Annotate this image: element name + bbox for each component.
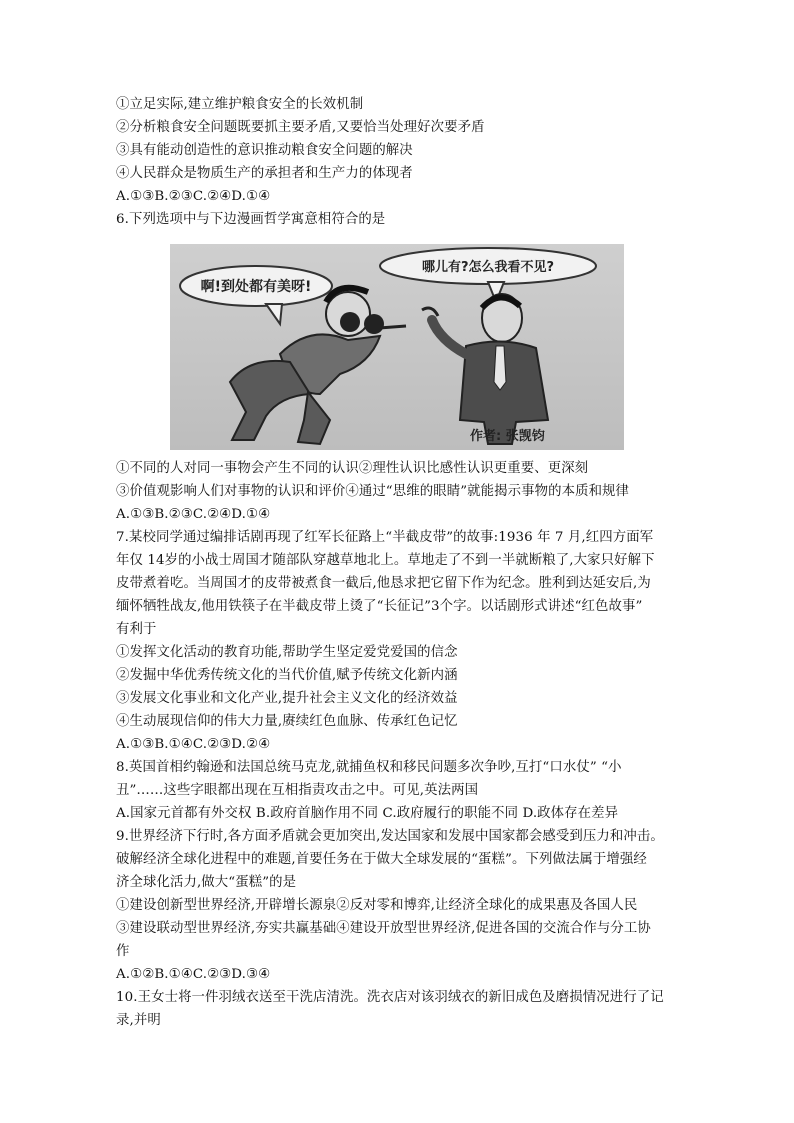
q6-answers: A.①③B.②③C.②④D.①④ <box>116 507 271 522</box>
left-bubble-text: 啊!到处都有美呀! <box>200 279 312 295</box>
q9-option-line-1: ①建设创新型世界经济,开辟增长源泉②反对零和博弈,让经济全球化的成果惠及各国人民 <box>116 898 638 913</box>
q8-answers: A.国家元首都有外交权 B.政府首脑作用不同 C.政府履行的职能不同 D.政体存在差异 <box>116 806 619 821</box>
q9-option-line-2: ③建设联动型世界经济,夯实共赢基础④建设开放型世界经济,促进各国的交流合作与分工协 <box>116 921 651 936</box>
q5-answers: A.①③B.②③C.②④D.①④ <box>116 189 271 204</box>
left-figure-illustration <box>230 288 406 444</box>
q9-stem-line-1: 9.世界经济下行时,各方面矛盾就会更加突出,发达国家和发展中国家都会感受到压力和冲击。 <box>116 829 664 844</box>
philosophy-cartoon <box>170 244 624 450</box>
right-bubble-text: 哪儿有?怎么我看不见? <box>421 260 555 275</box>
q8-stem-line-1: 8.英国首相约翰逊和法国总统马克龙,就捕鱼权和移民问题多次争吵,互打“口水仗” “小 <box>116 760 622 775</box>
q6-options-line-1: ①不同的人对同一事物会产生不同的认识②理性认识比感性认识更重要、更深刻 <box>116 461 589 476</box>
q7-option-2: ②发掘中华优秀传统文化的当代价值,赋予传统文化新内涵 <box>116 668 458 683</box>
q9-answers: A.①②B.①④C.②③D.③④ <box>116 967 271 982</box>
q10-stem-line-2: 录,并明 <box>116 1013 161 1028</box>
q7-option-4: ④生动展现信仰的伟大力量,赓续红色血脉、传承红色记忆 <box>116 714 458 729</box>
cartoon-author: 作者: 张觊钧 <box>470 429 545 444</box>
q8-stem-line-2: 丑”……这些字眼都出现在互相指责攻击之中。可见,英法两国 <box>116 783 479 798</box>
q9-option-line-3: 作 <box>116 944 130 959</box>
q5-option-2: ②分析粮食安全问题既要抓主要矛盾,又要恰当处理好次要矛盾 <box>116 120 485 135</box>
q5-option-4: ④人民群众是物质生产的承担者和生产力的体现者 <box>116 166 413 181</box>
q9-stem-line-2: 破解经济全球化进程中的难题,首要任务在于做大全球发展的“蛋糕”。下列做法属于增强经 <box>116 852 647 867</box>
q9-stem-line-3: 济全球化活力,做大“蛋糕”的是 <box>116 875 297 890</box>
q5-option-3: ③具有能动创造性的意识推动粮食安全问题的解决 <box>116 143 413 158</box>
right-figure-illustration <box>422 294 548 444</box>
q6-options-line-2: ③价值观影响人们对事物的认识和评价④通过“思维的眼睛”就能揭示事物的本质和规律 <box>116 484 630 499</box>
q7-stem-line-2: 年仅 14岁的小战士周国才随部队穿越草地北上。草地走了不到一半就断粮了,大家只好解下 <box>116 553 655 568</box>
q7-stem-line-3: 皮带煮着吃。当周国才的皮带被煮食一截后,他恳求把它留下作为纪念。胜利到达延安后,为 <box>116 576 651 591</box>
q10-stem-line-1: 10.王女士将一件羽绒衣送至干洗店清洗。洗衣店对该羽绒衣的新旧成色及磨损情况进行了记 <box>116 990 664 1005</box>
q7-option-3: ③发展文化事业和文化产业,提升社会主义文化的经济效益 <box>116 691 458 706</box>
q5-option-1: ①立足实际,建立维护粮食安全的长效机制 <box>116 97 364 112</box>
q6-stem: 6.下列选项中与下边漫画哲学寓意相符合的是 <box>116 212 386 227</box>
q7-stem-line-1: 7.某校同学通过编排话剧再现了红军长征路上“半截皮带”的故事:1936 年 7 月,红四方面军 <box>116 530 654 545</box>
q7-answers: A.①③B.①④C.②③D.②④ <box>116 737 271 752</box>
q7-stem-line-5: 有利于 <box>116 622 157 637</box>
q7-stem-line-4: 缅怀牺牲战友,他用铁筷子在半截皮带上烫了“长征记”3个字。以话剧形式讲述“红色故事” <box>116 599 643 614</box>
q7-option-1: ①发挥文化活动的教育功能,帮助学生坚定爱党爱国的信念 <box>116 645 458 660</box>
